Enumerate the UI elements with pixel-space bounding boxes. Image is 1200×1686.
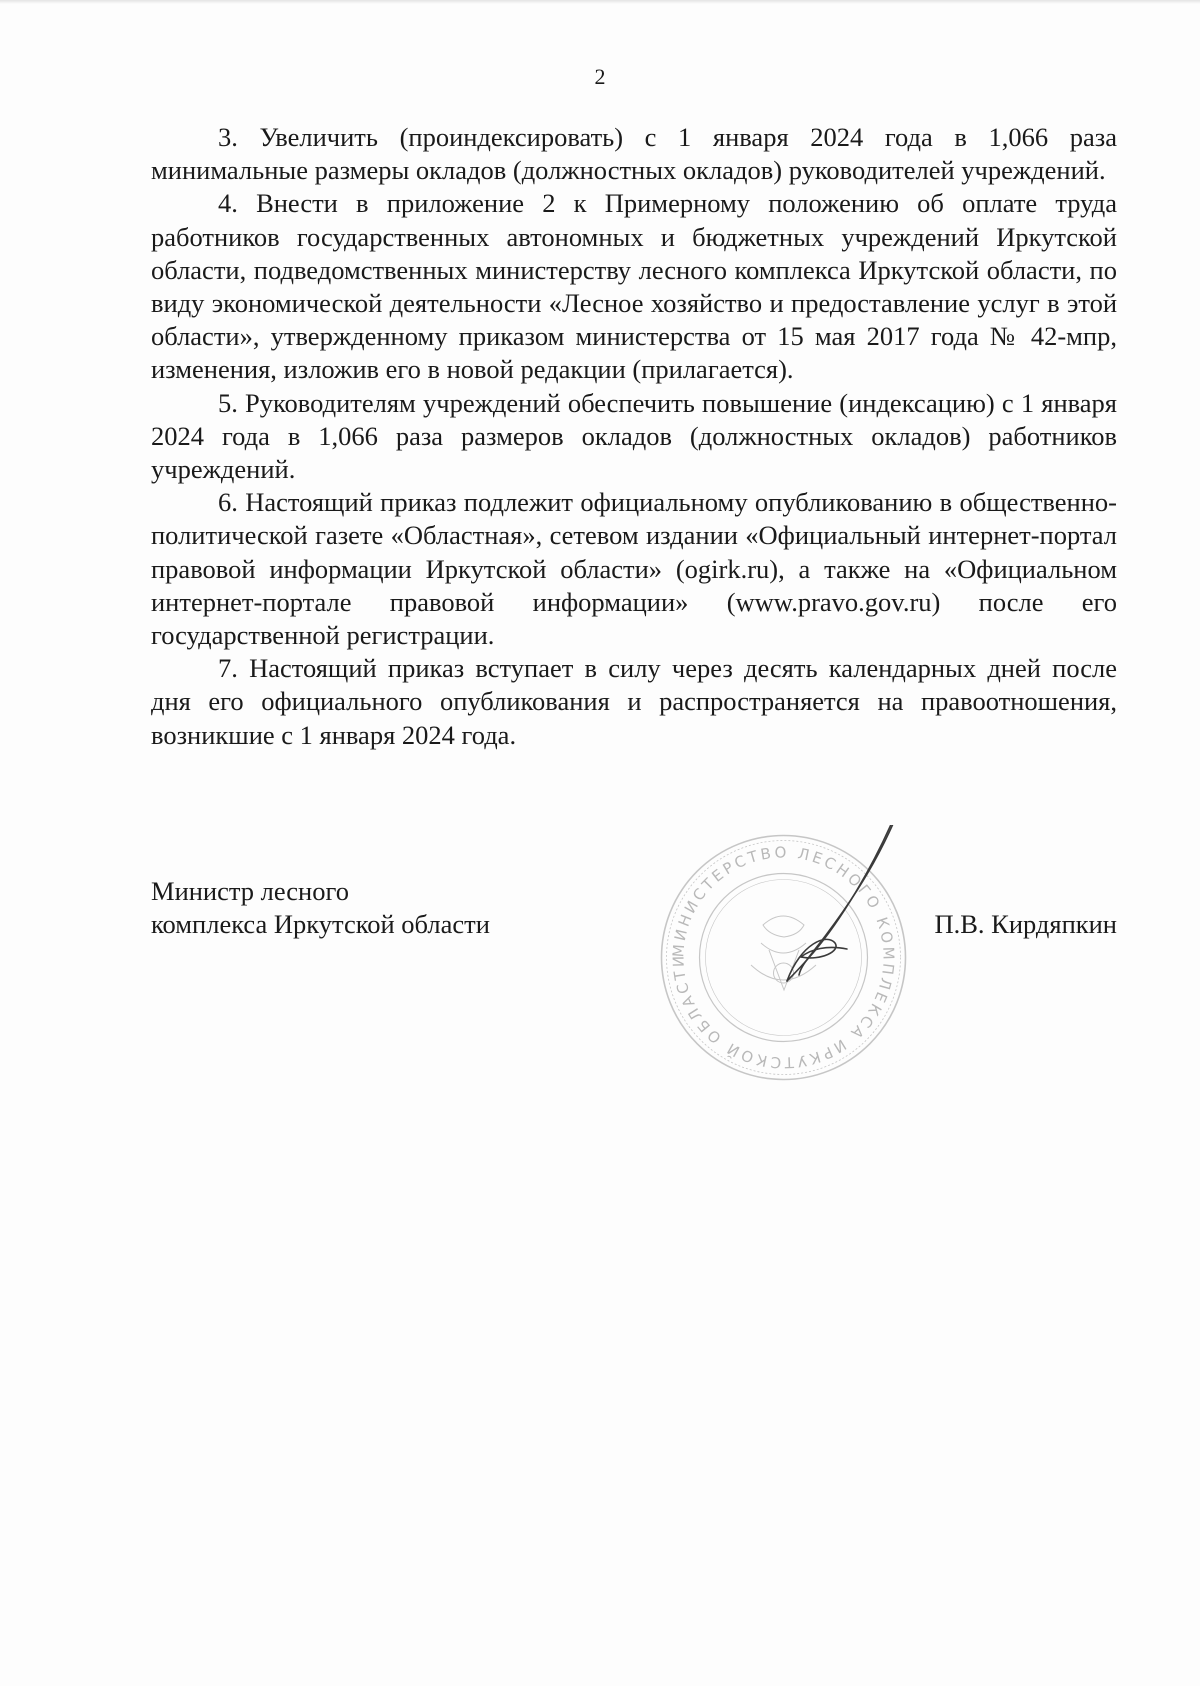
paragraph-6: 6. Настоящий приказ подлежит официальному опубликованию в общественно-политической газете «Областная», сетевом издании «Официальный интернет-портал правовой информации Иркутской области» (ogirk.ru), а также на «Официальном интернет-портале правовой информации» (www.pravo.gov.ru) после его государственной регистрации.	[151, 487, 1117, 651]
signer-position	[151, 875, 490, 941]
paragraph-3: 3. Увеличить (проиндексировать) с 1 января 2024 года в 1,066 раза минимальные размеры окладов (должностных окладов) руководителей учреждений.	[151, 122, 1117, 186]
page-number: 2	[594, 64, 606, 89]
paragraph-5: 5. Руководителям учреждений обеспечить повышение (индексацию) с 1 января 2024 года в 1,066 раза размеров окладов (должностных окладов) работников учреждений.	[151, 387, 1117, 485]
signer-position-line-1: Министр лесного	[151, 876, 349, 906]
seal-text: МИНИСТЕРСТВО ЛЕСНОГО КОМПЛЕКСА ИРКУТСКОЙ ОБЛАСТИ	[669, 843, 898, 1072]
scan-edge	[0, 0, 1200, 4]
document-body	[151, 121, 1117, 752]
official-seal	[651, 825, 916, 1090]
signature-block	[151, 843, 1117, 1095]
paragraph-4: 4. Внести в приложение 2 к Примерному положению об оплате труда работников государственных автономных и бюджетных учреждений Иркутской области, подведомственных министерству лесного комплекса Иркутской области, по виду экономической деятельности «Лесное хозяйство и предоставление услуг в этой области», утвержденному приказом министерства от 15 мая 2017 года № 42-мпр, изменения, изложив его в новой редакции (прилагается).	[151, 188, 1117, 385]
signer-name: П.В. Кирдяпкин	[934, 909, 1117, 939]
seal-stamp-graphic	[651, 825, 916, 1090]
paragraph-7: 7. Настоящий приказ вступает в силу через десять календарных дней после дня его официального опубликования и распространяется на правоотношения, возникшие с 1 января 2024 года.	[151, 653, 1117, 750]
signer-position-line-2: комплекса Иркутской области	[151, 909, 490, 940]
